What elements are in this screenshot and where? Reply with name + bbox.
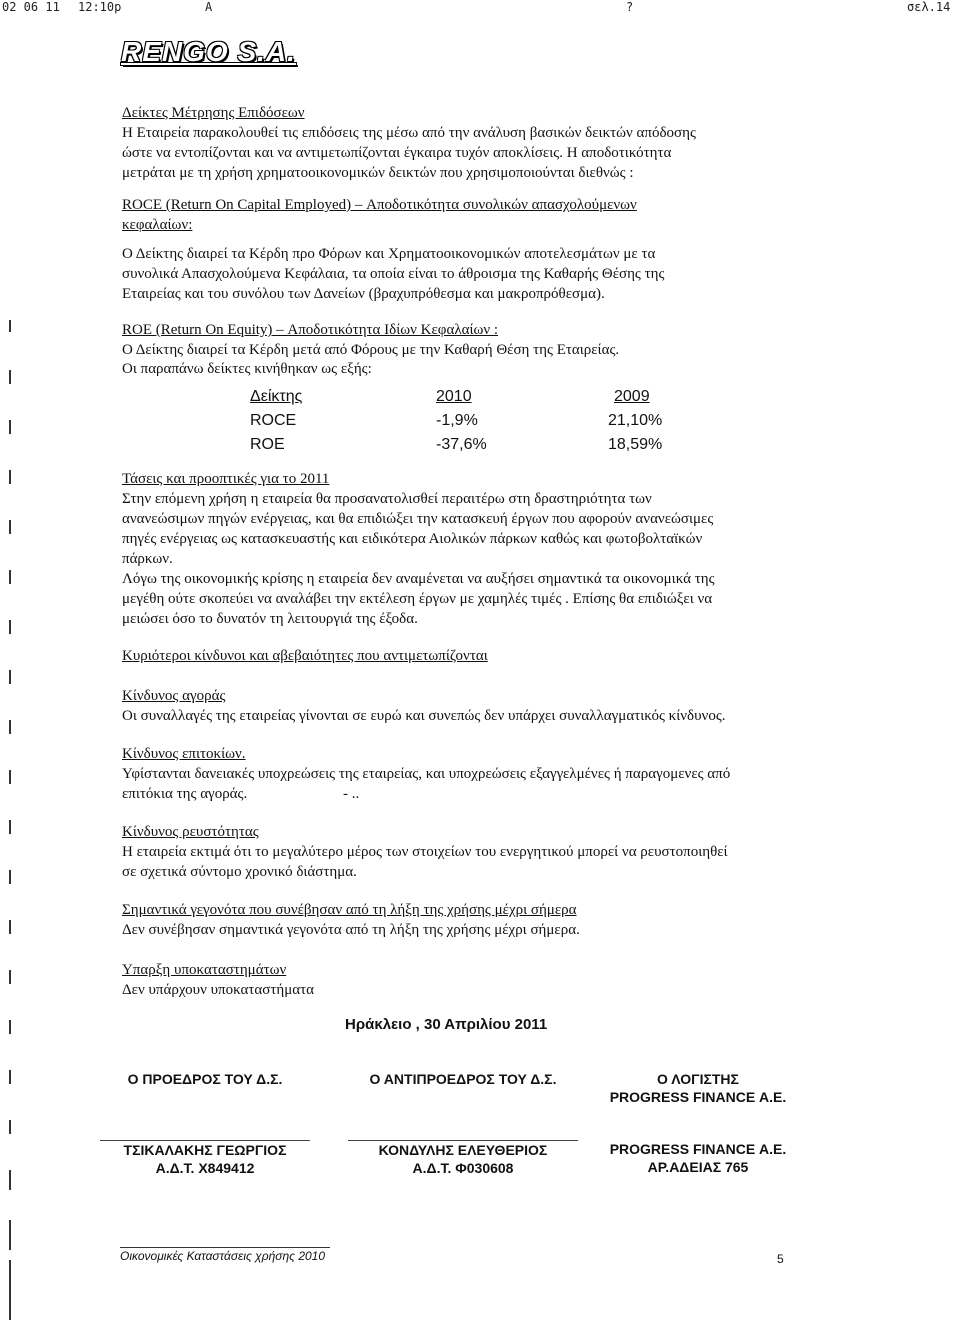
roce-title: ROCE (Return On Capital Employed) – Αποδοτικότητα συνολικών απασχολούμενων — [122, 197, 637, 213]
trends-line-2: ανανεώσιμων πηγών ενέργειας, και θα επιδιώξει την κατασκευή έργων που αφορούν ανανεώσιμες — [122, 511, 714, 527]
signature-space — [593, 1106, 803, 1140]
col-header-2009: 2009 — [614, 388, 650, 405]
signatory-id: Α.Δ.Τ. Φ030608 — [412, 1160, 514, 1176]
signatory-role: Ο ΛΟΓΙΣΤΗΣ — [657, 1071, 739, 1087]
cell-2010: -37,6% — [436, 436, 487, 453]
market-risk-title: Κίνδυνος αγοράς — [122, 688, 226, 704]
col-header-indicator: Δείκτης — [250, 388, 303, 405]
liquidity-risk-title: Κίνδυνος ρευστότητας — [122, 824, 259, 840]
kpis-intro-line-2: ώστε να εντοπίζονται και να αντιμετωπίζονται έγκαιρα τυχόν αποκλίσεις. Η αποδοτικότητα — [122, 145, 672, 161]
signatory-id: Α.Δ.Τ. Χ849412 — [155, 1160, 255, 1176]
trends-line-4: πάρκων. — [122, 551, 173, 567]
trends-line-5: Λόγω της οικονομικής κρίσης η εταιρεία δεν αναμένεται να αυξήσει σημαντικά τα οικονομικά της — [122, 571, 715, 587]
branches-text: Δεν υπάρχουν υποκαταστήματα — [122, 982, 315, 998]
section-title-kpis: Δείκτες Μέτρησης Επιδόσεων — [122, 105, 305, 121]
table-intro: Οι παραπάνω δείκτες κινήθηκαν ως εξής: — [122, 361, 372, 377]
roce-title-cont: κεφαλαίων: — [122, 217, 193, 233]
fax-mark: ? — [626, 0, 634, 14]
trends-line-7: μειώσει όσο το δυνατόν τη λειτουργιά της έξοδα. — [122, 611, 418, 627]
indicators-table — [250, 385, 714, 457]
company-logo: RENGO S.A. — [121, 36, 296, 67]
roe-desc: Ο Δείκτης διαιρεί τα Κέρδη μετά από Φόρους με την Καθαρή Θέση της Εταιρείας. — [122, 342, 620, 358]
scan-edge-marks — [4, 320, 18, 1320]
branches-title: Υπαρξη υποκαταστημάτων — [122, 962, 287, 978]
signature-space — [100, 1088, 310, 1140]
signature-space — [348, 1088, 578, 1140]
trends-line-3: πηγές ενέργειας ως κατασκευαστής και ειδικότερα Αιολικών πάρκων καθώς και φωτοβολταϊκών — [122, 531, 703, 547]
accountant-company-stamp: PROGRESS FINANCE Α.Ε. — [609, 1141, 787, 1157]
interest-risk-title: Κίνδυνος επιτοκίων. — [122, 746, 246, 762]
kpis-intro-line-3: μετράται με τη χρήση χρηματοοικονομικών δεικτών που χρησιμοποιούνται διεθνώς : — [122, 165, 634, 181]
cell-indicator: ROCE — [250, 412, 297, 429]
signatory-name: ΚΟΝΔΥΛΗΣ ΕΛΕΥΘΕΡΙΟΣ — [348, 1140, 578, 1159]
signature-block-president — [100, 1070, 310, 1177]
cell-2010: -1,9% — [436, 412, 478, 429]
roce-desc-line-2: συνολικά Απασχολούμενα Κεφάλαια, τα οποία είναι το άθροισμα της Καθαρής Θέσης της — [122, 266, 665, 282]
events-text: Δεν συνέβησαν σημαντικά γεγονότα από τη λήξη της χρήσης μέχρι σήμερα. — [122, 922, 580, 938]
fax-time: 12:10p — [78, 0, 122, 14]
col-header-2010: 2010 — [436, 388, 472, 405]
market-risk-text: Οι συναλλαγές της εταιρείας γίνονται σε ευρώ και συνεπώς δεν υπάρχει συναλλαγματικός κίνδυνος. — [122, 708, 726, 724]
fax-header — [0, 0, 960, 14]
table-row — [250, 409, 714, 433]
page-number: 5 — [777, 1252, 784, 1266]
interest-risk-mark: - .. — [343, 786, 360, 802]
trends-line-1: Στην επόμενη χρήση η εταιρεία θα προσανατολισθεί περαιτέρω στη δραστηριότητα των — [122, 491, 652, 507]
trends-title: Τάσεις και προοπτικές για το 2011 — [122, 471, 330, 487]
interest-risk-line-1: Υφίστανται δανειακές υποχρεώσεις της εταιρείας, και υποχρεώσεις εξαγγελμένες ή παραγομενες από — [122, 766, 731, 782]
fax-letter: A — [205, 0, 213, 14]
liquidity-risk-line-1: Η εταιρεία εκτιμά ότι το μεγαλύτερο μέρος των στοιχείων του ενεργητικού μπορεί να ρευστοποιηθεί — [122, 844, 728, 860]
signatory-role: Ο ΑΝΤΙΠΡΟΕΔΡΟΣ ΤΟΥ Δ.Σ. — [369, 1071, 557, 1087]
signatory-name: ΤΣΙΚΑΛΑΚΗΣ ΓΕΩΡΓΙΟΣ — [100, 1140, 310, 1159]
signature-block-vice-president — [348, 1070, 578, 1177]
kpis-intro-line-1: Η Εταιρεία παρακολουθεί τις επιδόσεις της μέσω από την ανάλυση βασικών δεικτών απόδοσης — [122, 125, 696, 141]
fax-date: 02 06 11 — [2, 0, 60, 14]
cell-indicator: ROE — [250, 436, 285, 453]
signatory-role: Ο ΠΡΟΕΔΡΟΣ ΤΟΥ Δ.Σ. — [127, 1071, 283, 1087]
roce-desc-line-1: Ο Δείκτης διαιρεί τα Κέρδη προ Φόρων και Χρηματοοικονομικών αποτελεσμάτων με τα — [122, 246, 656, 262]
liquidity-risk-line-2: σε σχετικά σύντομο χρονικό διάστημα. — [122, 864, 357, 880]
table-header-row — [250, 385, 714, 409]
roce-desc-line-3: Εταιρείας και του συνόλου των Δανείων (βραχυπρόθεσμα και μακροπρόθεσμα). — [122, 286, 605, 302]
interest-risk-line-2: επιτόκια της αγοράς. — [122, 786, 248, 802]
events-title: Σημαντικά γεγονότα που συνέβησαν από τη λήξη της χρήσης μέχρι σήμερα — [122, 902, 577, 918]
trends-line-6: μεγέθη ούτε σκοπεύει να αναλάβει την εκτέλεση έργων με χαμηλές τιμές . Επίσης θα επιδιώξει να — [122, 591, 713, 607]
footer-text: Οικονομικές Καταστάσεις χρήσης 2010 — [120, 1247, 330, 1263]
risks-title: Κυριότεροι κίνδυνοι και αβεβαιότητες που αντιμετωπίζονται — [122, 648, 488, 664]
fax-page: σελ.14 — [907, 0, 951, 14]
cell-2009: 21,10% — [608, 412, 663, 429]
roe-title: ROE (Return On Equity) – Αποδοτικότητα Ιδίων Κεφαλαίων : — [122, 322, 499, 338]
table-row — [250, 433, 714, 457]
cell-2009: 18,59% — [608, 436, 663, 453]
accountant-license: ΑΡ.ΑΔΕΙΑΣ 765 — [647, 1159, 749, 1175]
signature-block-accountant — [593, 1070, 803, 1176]
accountant-company: PROGRESS FINANCE Α.Ε. — [609, 1089, 787, 1105]
place-date: Ηράκλειο , 30 Απριλίου 2011 — [345, 1016, 548, 1033]
